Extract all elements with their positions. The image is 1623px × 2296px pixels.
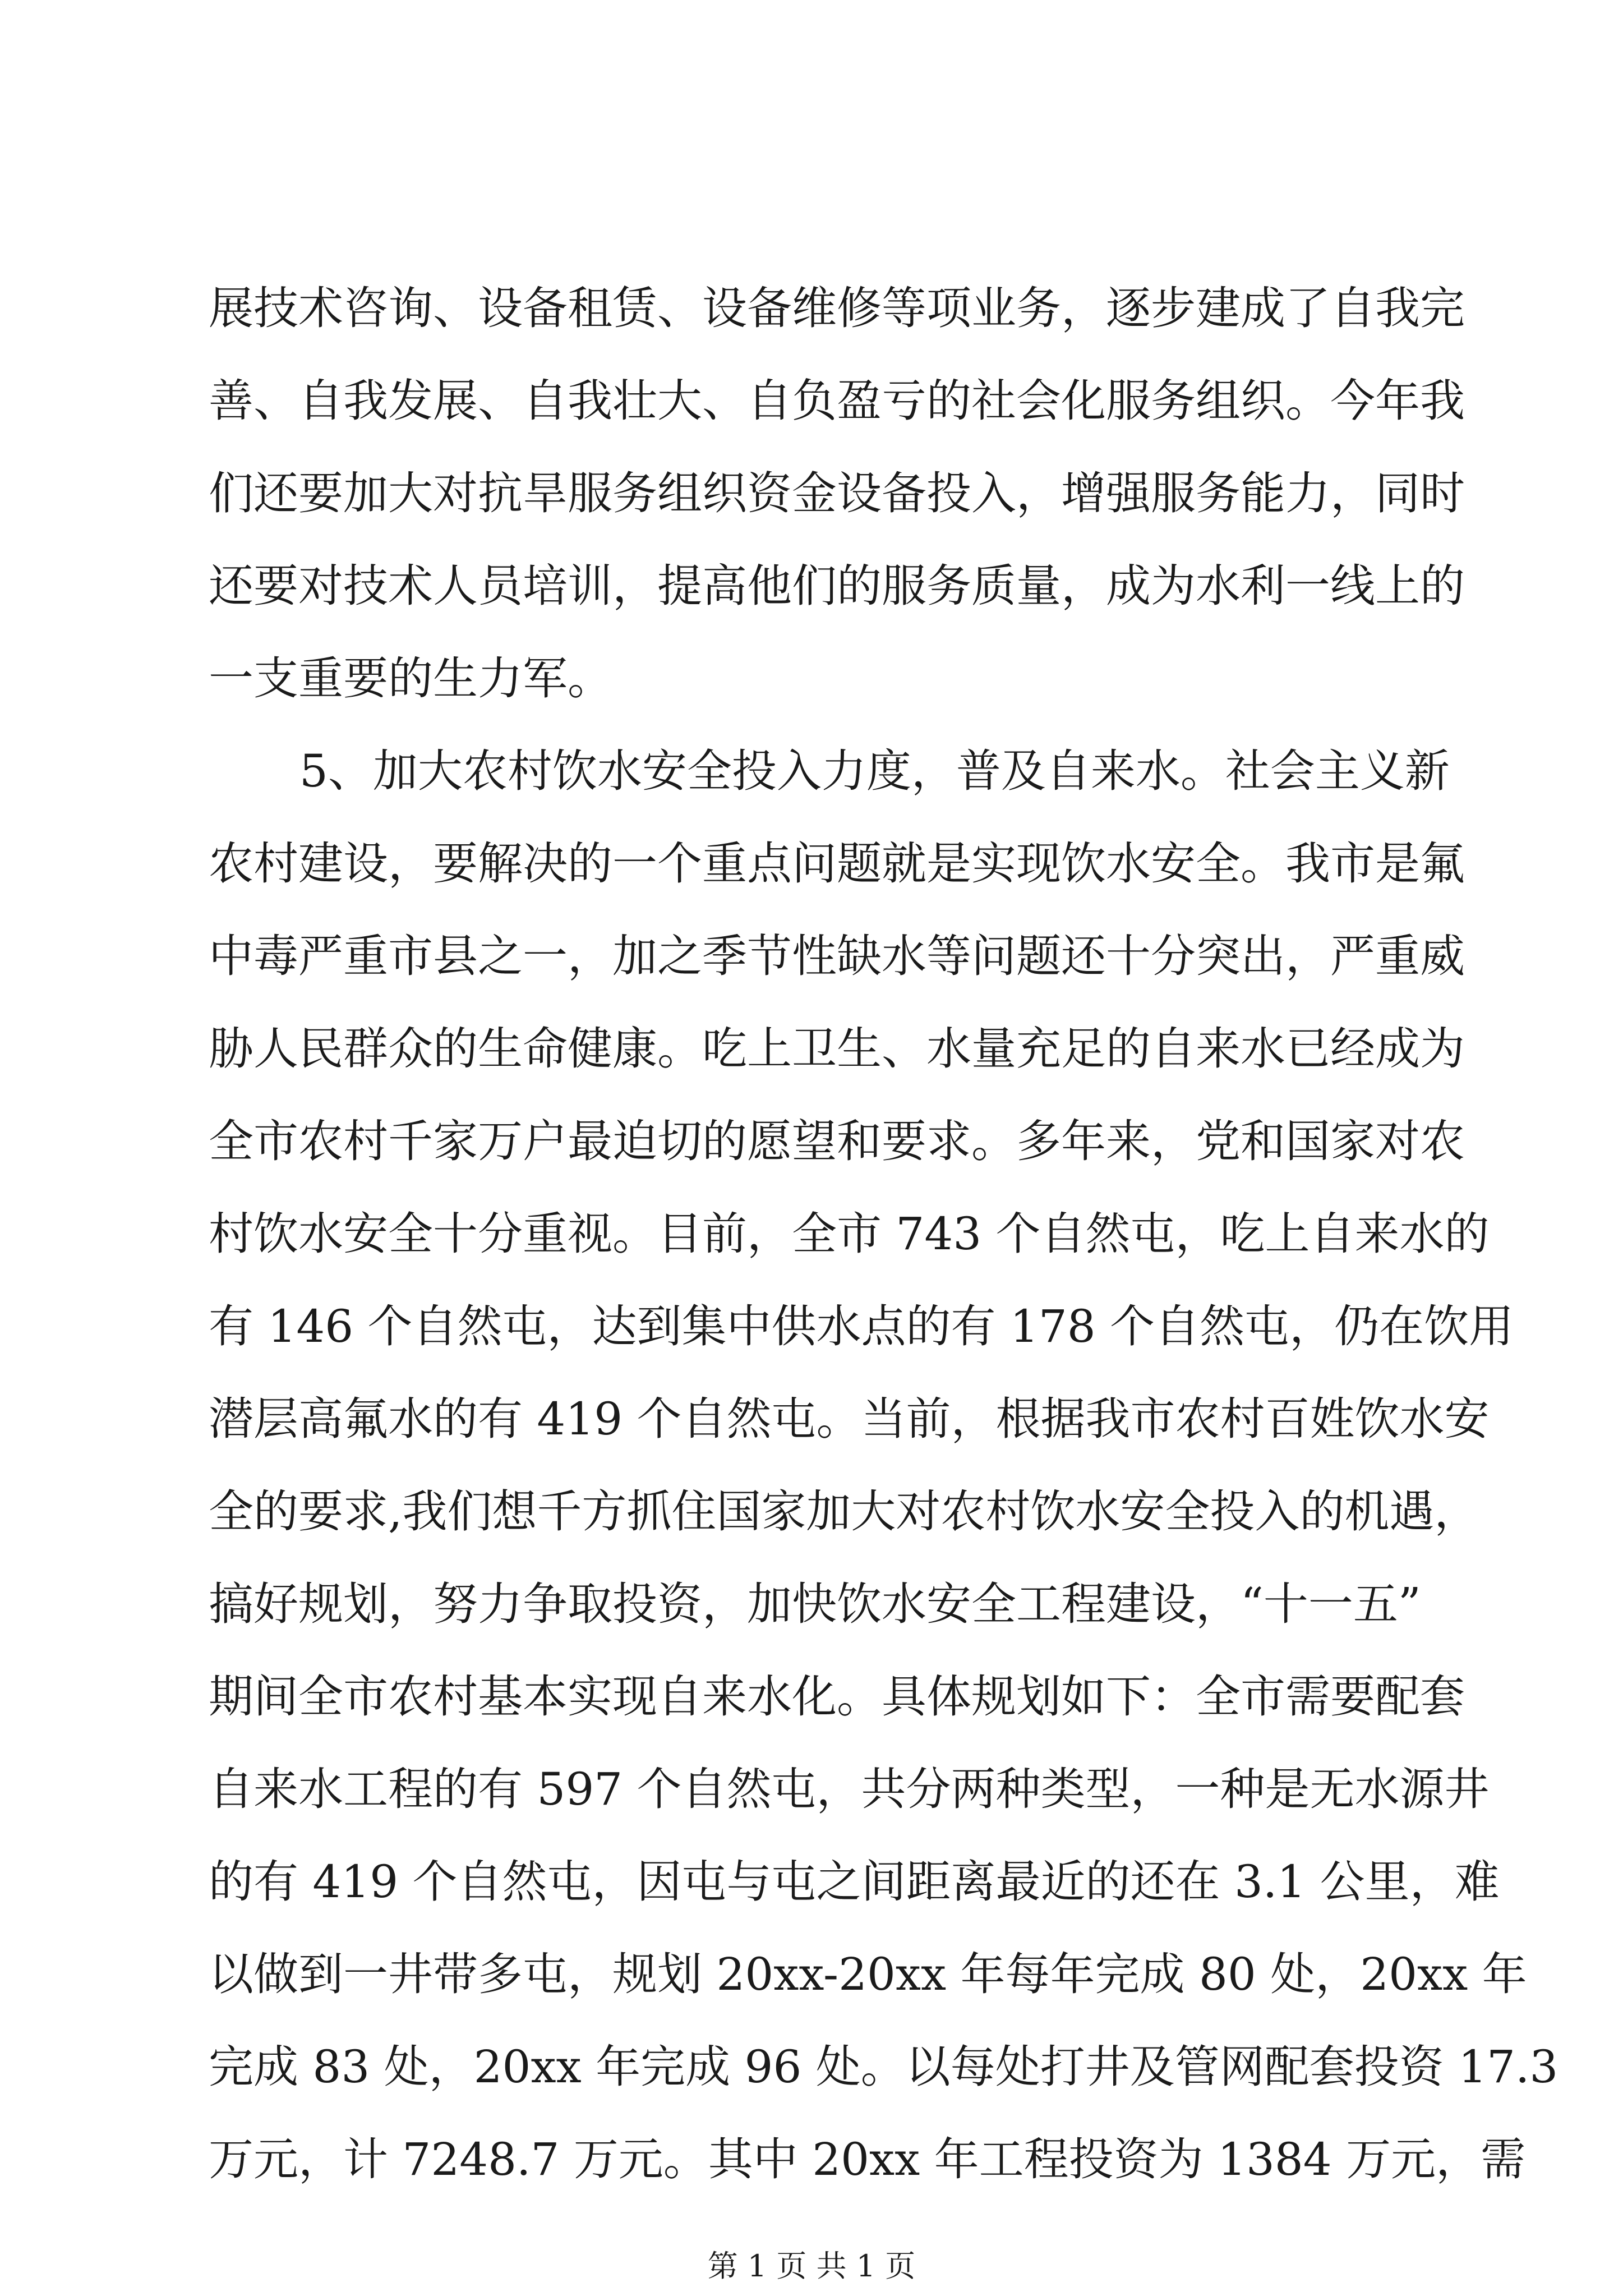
body-line: 农村建设，要解决的一个重点问题就是实现饮水安全。我市是氟 xyxy=(209,838,1465,890)
paragraph-start-line: 5、加大农村饮水安全投入力度，普及自来水。社会主义新 xyxy=(299,745,1450,797)
body-line: 全的要求,我们想千方抓住国家加大对农村饮水安全投入的机遇， xyxy=(209,1485,1479,1538)
page-footer: 第 1 页 共 1 页 xyxy=(707,2248,916,2284)
body-line: 有 146 个自然屯，达到集中供水点的有 178 个自然屯，仍在饮用 xyxy=(209,1300,1514,1352)
body-line: 善、自我发展、自我壮大、自负盈亏的社会化服务组织。今年我 xyxy=(209,375,1465,427)
body-line: 以做到一井带多屯，规划 20xx-20xx 年每年完成 80 处，20xx 年 xyxy=(209,1948,1527,2000)
body-line: 村饮水安全十分重视。目前，全市 743 个自然屯，吃上自来水的 xyxy=(209,1208,1490,1260)
body-line: 搞好规划，努力争取投资，加快饮水安全工程建设，“十一五” xyxy=(209,1578,1421,1630)
body-line: 的有 419 个自然屯，因屯与屯之间距离最近的还在 3.1 公里，难 xyxy=(209,1856,1500,1908)
body-line: 中毒严重市县之一，加之季节性缺水等问题还十分突出，严重威 xyxy=(209,930,1465,982)
body-line: 们还要加大对抗旱服务组织资金设备投入，增强服务能力，同时 xyxy=(209,467,1465,519)
body-line: 全市农村千家万户最迫切的愿望和要求。多年来，党和国家对农 xyxy=(209,1115,1465,1167)
body-line: 潜层高氟水的有 419 个自然屯。当前，根据我市农村百姓饮水安 xyxy=(209,1393,1490,1445)
body-line: 胁人民群众的生命健康。吃上卫生、水量充足的自来水已经成为 xyxy=(209,1023,1465,1075)
body-line: 万元，计 7248.7 万元。其中 20xx 年工程投资为 1384 万元，需 xyxy=(209,2133,1526,2185)
body-line: 还要对技术人员培训，提高他们的服务质量，成为水利一线上的 xyxy=(209,560,1465,612)
body-line: 完成 83 处，20xx 年完成 96 处。以每处打井及管网配套投资 17.3 xyxy=(209,2041,1559,2093)
body-line: 一支重要的生力军。 xyxy=(209,652,612,705)
body-line: 自来水工程的有 597 个自然屯，共分两种类型，一种是无水源井 xyxy=(209,1763,1490,1815)
body-line: 展技术咨询、设备租赁、设备维修等项业务，逐步建成了自我完 xyxy=(209,282,1465,334)
body-line: 期间全市农村基本实现自来水化。具体规划如下：全市需要配套 xyxy=(209,1671,1465,1723)
